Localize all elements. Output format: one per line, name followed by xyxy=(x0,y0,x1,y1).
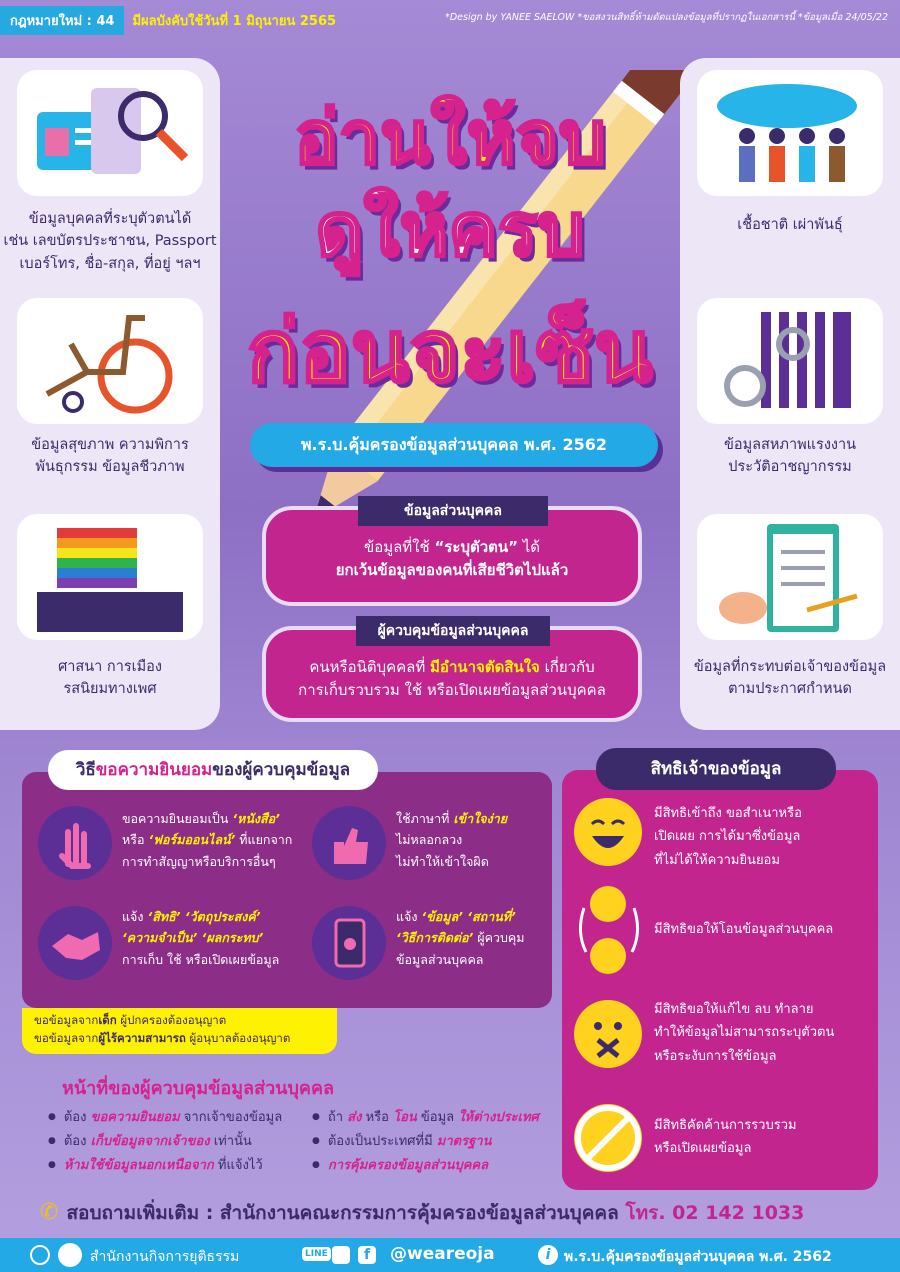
contact-line: ✆ สอบถามเพิ่มเติม : สำนักงานคณะกรรมการคุ้มครองข้อมูลส่วนบุคคล โทร. 02 142 1033 xyxy=(40,1200,805,1225)
right-item-3: ข้อมูลที่กระทบต่อเจ้าของข้อมูล ตามประกาศกำหนด xyxy=(693,659,887,698)
list-item: ● ถ้า ส่ง หรือ โอน ข้อมูล ให้ต่างประเทศ xyxy=(312,1106,539,1130)
list-item: ● ห้ามใช้ข้อมูลนอกเหนือจาก ที่แจ้งไว้ xyxy=(48,1154,282,1178)
right-2: มีสิทธิขอให้โอนข้อมูลส่วนบุคคล xyxy=(654,922,834,937)
right-3: มีสิทธิขอให้แก้ไข ลบ ทำลาย ทำให้ข้อมูลไม่สามารถระบุตัวตน หรือระงับการใช้ข้อมูล xyxy=(654,1002,835,1064)
law-badge: กฎหมายใหม่ : 44 xyxy=(0,6,124,35)
rainbow-flag-illustration xyxy=(17,514,203,640)
list-item-continued: ● ต้องเป็นประเทศที่มี มาตรฐาน xyxy=(312,1130,539,1154)
right-4: มีสิทธิคัดค้านการรวบรวม หรือเปิดเผยข้อมูล xyxy=(654,1118,797,1157)
left-item-1: ข้อมูลบุคคลที่ระบุตัวตนได้ เช่น เลขบัตรประชาชน, Passport เบอร์โทร, ชื่อ-สกุล, ที่อยู่ ฯลฯ xyxy=(3,211,217,272)
footer-act: พ.ร.บ.คุ้มครองข้อมูลส่วนบุคคล พ.ศ. 2562 xyxy=(564,1249,832,1265)
footer xyxy=(0,1238,900,1272)
form-illustration xyxy=(697,514,883,640)
left-item-2: ข้อมูลสุขภาพ ความพิการ พันธุกรรม ข้อมูลชีวภาพ xyxy=(31,437,189,476)
list-item: ● ต้อง ขอความยินยอม จากเจ้าของข้อมูล xyxy=(48,1106,282,1130)
handshake-icon xyxy=(38,906,112,980)
list-item-continued: ● การคุ้มครองข้อมูลส่วนบุคคล xyxy=(312,1154,539,1178)
consent-item-1: ขอความยินยอมเป็น ‘หนังสือ’ หรือ ‘ฟอร์มออนไลน์’ ที่แยกจาก การทำสัญญาหรือบริการอื่นๆ xyxy=(122,811,293,869)
duties-list-right xyxy=(312,1106,539,1178)
justice-logo-icon xyxy=(30,1245,50,1265)
rights-title: สิทธิเจ้าของข้อมูล xyxy=(596,748,836,790)
info-icon: i xyxy=(538,1245,558,1265)
duties-title: หน้าที่ของผู้ควบคุมข้อมูลส่วนบุคคล xyxy=(62,1078,335,1099)
contact-phone[interactable]: โทร. 02 142 1033 xyxy=(625,1202,805,1224)
right-item-2: ข้อมูลสหภาพแรงงาน ประวัติอาชญากรรม xyxy=(723,437,857,476)
controller-label: ผู้ควบคุมข้อมูลส่วนบุคคล xyxy=(356,616,550,646)
consent-title: วิธีขอความยินยอมของผู้ควบคุมข้อมูล xyxy=(48,750,378,790)
effective-date: มีผลบังคับใช้วันที่ 1 มิถุนายน 2565 xyxy=(132,13,337,29)
consent-item-3: แจ้ง ‘สิทธิ’ ‘วัตถุประสงค์’ ‘ความจำเป็น’ ‘ผลกระทบ’ การเก็บ ใช้ หรือเปิดเผยข้อมูล xyxy=(122,909,280,967)
line-icon[interactable]: LINE xyxy=(302,1247,331,1261)
phone-tap-icon xyxy=(312,906,386,980)
list-item: ● ต้อง เก็บข้อมูลจากเจ้าของ เท่านั้น xyxy=(48,1130,282,1154)
world-people-illustration xyxy=(697,70,883,196)
consent-note: ขอข้อมูลจากเด็ก ผู้ปกครองต้องอนุญาต ขอข้อมูลจากผู้ไร้ความสามารถ ผู้อนุบาลต้องอนุญาต xyxy=(22,1008,337,1054)
wheelchair-illustration xyxy=(17,298,203,424)
thumbs-up-icon xyxy=(312,806,386,880)
title-line-1: อ่านให้จบ xyxy=(294,95,606,181)
credits: *Design by YANEE SAELOW *ขอสงวนสิทธิ์ห้ามดัดแปลงข้อมูลที่ปรากฏในเอกสารนี้ *ข้อมูลเมื่อ 24/05/22 xyxy=(445,12,888,23)
title-line-2: ดูให้ครบ xyxy=(315,187,585,273)
right-panel xyxy=(680,58,900,730)
smile-emoji-icon xyxy=(590,886,626,922)
facebook-icon[interactable]: f xyxy=(358,1246,376,1264)
right-item-1: เชื้อชาติ เผ่าพันธุ์ xyxy=(737,217,843,233)
hand-icon xyxy=(38,806,112,880)
left-item-3: ศาสนา การเมือง รสนิยมทางเพศ xyxy=(58,659,162,698)
jail-handcuffs-illustration xyxy=(697,298,883,424)
dizzy-face-emoji-icon xyxy=(574,1000,642,1068)
crying-no-emoji-icon xyxy=(574,1104,642,1172)
controller-box: คนหรือนิติบุคคลที่ มีอำนาจตัดสินใจ เกี่ยวกับ การเก็บรวบรวม ใช้ หรือเปิดเผยข้อมูลส่วนบุคคล xyxy=(262,626,642,722)
id-card-illustration xyxy=(17,70,203,196)
personal-data-label: ข้อมูลส่วนบุคคล xyxy=(358,496,548,526)
phone-icon: ✆ xyxy=(40,1200,59,1225)
footer-org: สำนักงานกิจการยุติธรรม xyxy=(90,1249,240,1265)
social-handle[interactable]: @weareoja xyxy=(390,1244,495,1264)
consent-item-4: แจ้ง ‘ข้อมูล’ ‘สถานที่’ ‘วิธีการติดต่อ’ ผู้ควบคุม ข้อมูลส่วนบุคคล xyxy=(396,909,525,967)
left-panel xyxy=(0,58,220,730)
duties-list-left xyxy=(48,1106,282,1178)
heart-eyes-emoji-icon xyxy=(590,938,626,974)
seal-icon xyxy=(58,1243,82,1267)
consent-item-2: ใช้ภาษาที่ เข้าใจง่าย ไม่หลอกลวง ไม่ทำให้เข้าใจผิด xyxy=(396,811,508,869)
act-banner: พ.ร.บ.คุ้มครองข้อมูลส่วนบุคคล พ.ศ. 2562 xyxy=(250,423,658,467)
right-1: มีสิทธิเข้าถึง ขอสำเนาหรือ เปิดเผย การได้มาซึ่งข้อมูล ที่ไม่ได้ให้ความยินยอม xyxy=(654,806,802,868)
laughing-emoji-icon xyxy=(574,798,642,866)
personal-data-box: ข้อมูลที่ใช้ “ระบุตัวตน” ได้ ยกเว้นข้อมูลของคนที่เสียชีวิตไปแล้ว xyxy=(262,506,642,606)
twitter-icon[interactable] xyxy=(332,1246,350,1264)
title-line-3: ก่อนจะเซ็น xyxy=(247,302,653,402)
